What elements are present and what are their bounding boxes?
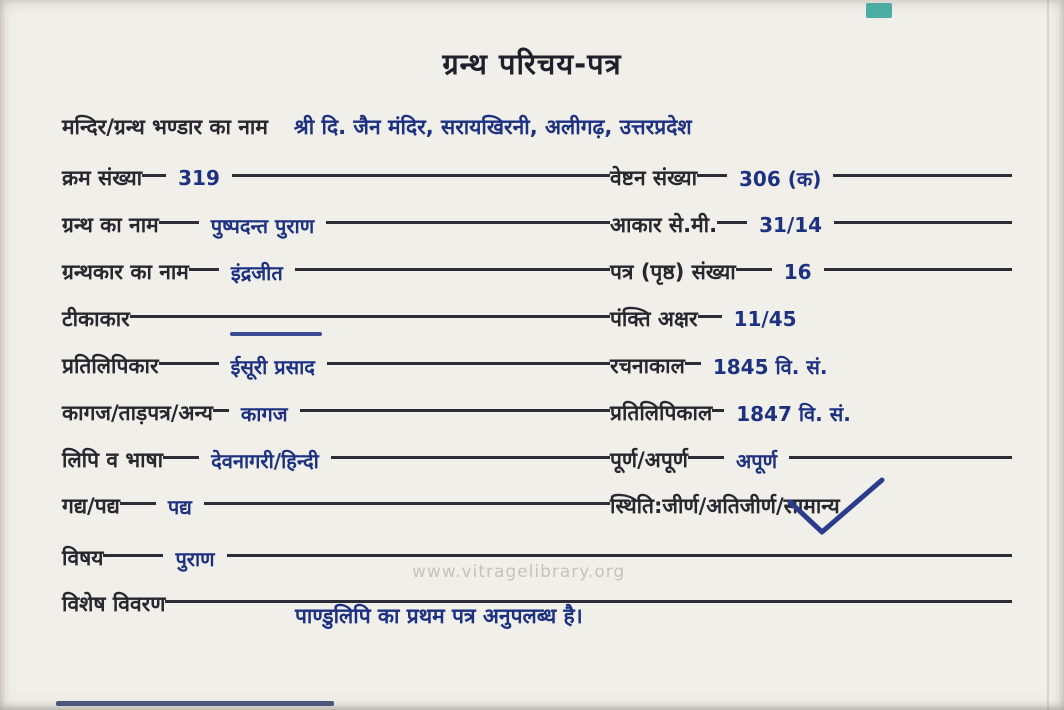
- rule-line: [327, 362, 610, 365]
- leaf-count-value: 16: [783, 260, 812, 284]
- rule-line: [189, 268, 219, 271]
- condition-label: स्थिति:जीर्ण/अतिजीर्ण/: [610, 494, 784, 518]
- repository-label: मन्दिर/ग्रन्थ भण्डार का नाम: [62, 115, 268, 139]
- rule-line: [824, 268, 1012, 271]
- rule-line: [159, 221, 199, 224]
- rule-line: [165, 600, 1012, 603]
- composition-date-value: 1845 वि. सं.: [712, 354, 828, 379]
- lines-chars-value: 11/45: [733, 307, 797, 331]
- completeness-value: अपूर्ण: [735, 448, 778, 473]
- lines-chars-label: पंक्ति अक्षर: [610, 307, 698, 331]
- special-details-label: विशेष विवरण: [62, 592, 166, 616]
- rule-line: [331, 456, 610, 459]
- page-title: ग्रन्थ परिचय-पत्र: [442, 47, 622, 81]
- row-subject: [62, 540, 1012, 576]
- rule-line: [130, 315, 610, 318]
- row-name-size: [62, 207, 1012, 243]
- copyist-label: प्रतिलिपिकार: [62, 354, 159, 378]
- serial-no-value: 319: [178, 166, 220, 190]
- row-prose-condition: [62, 488, 1012, 524]
- material-label: कागज/ताड़पत्र/अन्य: [62, 401, 213, 425]
- scan-artifact-bottom-strip: [56, 701, 334, 706]
- scan-artifact-teal-mark: [866, 3, 892, 18]
- completeness-label: पूर्ण/अपूर्ण: [610, 448, 688, 472]
- special-details-value: पाण्डुलिपि का प्रथम पत्र अनुपलब्ध है।: [295, 604, 583, 628]
- rule-line: [204, 502, 610, 505]
- rule-line: [159, 362, 219, 365]
- row-material-copied: [62, 395, 1012, 431]
- size-cm-label: आकार से.मी.: [610, 213, 718, 237]
- copy-date-label: प्रतिलिपिकाल: [610, 401, 713, 425]
- script-language-value: देवनागरी/हिन्दी: [211, 448, 319, 473]
- leaf-count-label: पत्र (पृष्ठ) संख्या: [610, 260, 736, 284]
- rule-line: [227, 554, 1012, 557]
- bundle-no-label: वेष्टन संख्या: [610, 166, 698, 190]
- subject-label: विषय: [62, 546, 104, 570]
- subject-value: पुराण: [175, 546, 215, 571]
- material-value: कागज: [240, 401, 288, 426]
- manuscript-name-label: ग्रन्थ का नाम: [62, 213, 159, 237]
- rule-line: [142, 174, 166, 177]
- rule-line: [833, 174, 1012, 177]
- composition-date-label: रचनाकाल: [610, 354, 685, 378]
- rule-line: [698, 315, 722, 318]
- row-commentator-lines: [62, 301, 1012, 337]
- rule-line: [120, 502, 156, 505]
- script-language-label: लिपि व भाषा: [62, 448, 164, 472]
- rule-line: [163, 456, 199, 459]
- rule-line: [300, 409, 610, 412]
- serial-no-label: क्रम संख्या: [62, 166, 143, 190]
- blank-value-mark: [230, 332, 322, 336]
- rule-line: [789, 456, 1012, 459]
- repository-value: श्री दि. जैन मंदिर, सरायखिरनी, अलीगढ़, उत्तरप्रदेश: [293, 115, 692, 139]
- manuscript-name-value: पुष्पदन्त पुराण: [210, 213, 315, 238]
- rule-line: [736, 268, 772, 271]
- rule-line: [712, 409, 724, 412]
- commentator-label: टीकाकार: [62, 307, 130, 331]
- row-copyist-composed: [62, 348, 1012, 384]
- rule-line: [697, 174, 727, 177]
- rule-line: [326, 221, 610, 224]
- author-value: इंद्रजीत: [230, 260, 283, 285]
- row-serial-bundle: [62, 160, 1012, 196]
- author-label: ग्रन्थकार का नाम: [62, 260, 189, 284]
- rule-line: [232, 174, 610, 177]
- bundle-no-value: 306 (क): [739, 166, 822, 191]
- size-cm-value: 31/14: [759, 213, 823, 237]
- rule-line: [834, 221, 1012, 224]
- scan-artifact-right-edge: [1047, 0, 1049, 710]
- row-script-completeness: [62, 442, 1012, 478]
- row-author-leaves: [62, 254, 1012, 290]
- row-repository: [62, 109, 1012, 145]
- rule-line: [213, 409, 229, 412]
- rule-line: [295, 268, 610, 271]
- copyist-value: ईसूरी प्रसाद: [230, 354, 315, 379]
- copy-date-value: 1847 वि. सं.: [736, 401, 851, 426]
- rule-line: [688, 456, 724, 459]
- prose-verse-value: पद्य: [167, 494, 192, 519]
- condition-checked-option: सामान्य: [784, 492, 840, 520]
- watermark: www.vitragelibrary.org: [412, 562, 626, 582]
- rule-line: [717, 221, 747, 224]
- rule-line: [103, 554, 163, 557]
- prose-verse-label: गद्य/पद्य: [62, 494, 120, 518]
- rule-line: [685, 362, 701, 365]
